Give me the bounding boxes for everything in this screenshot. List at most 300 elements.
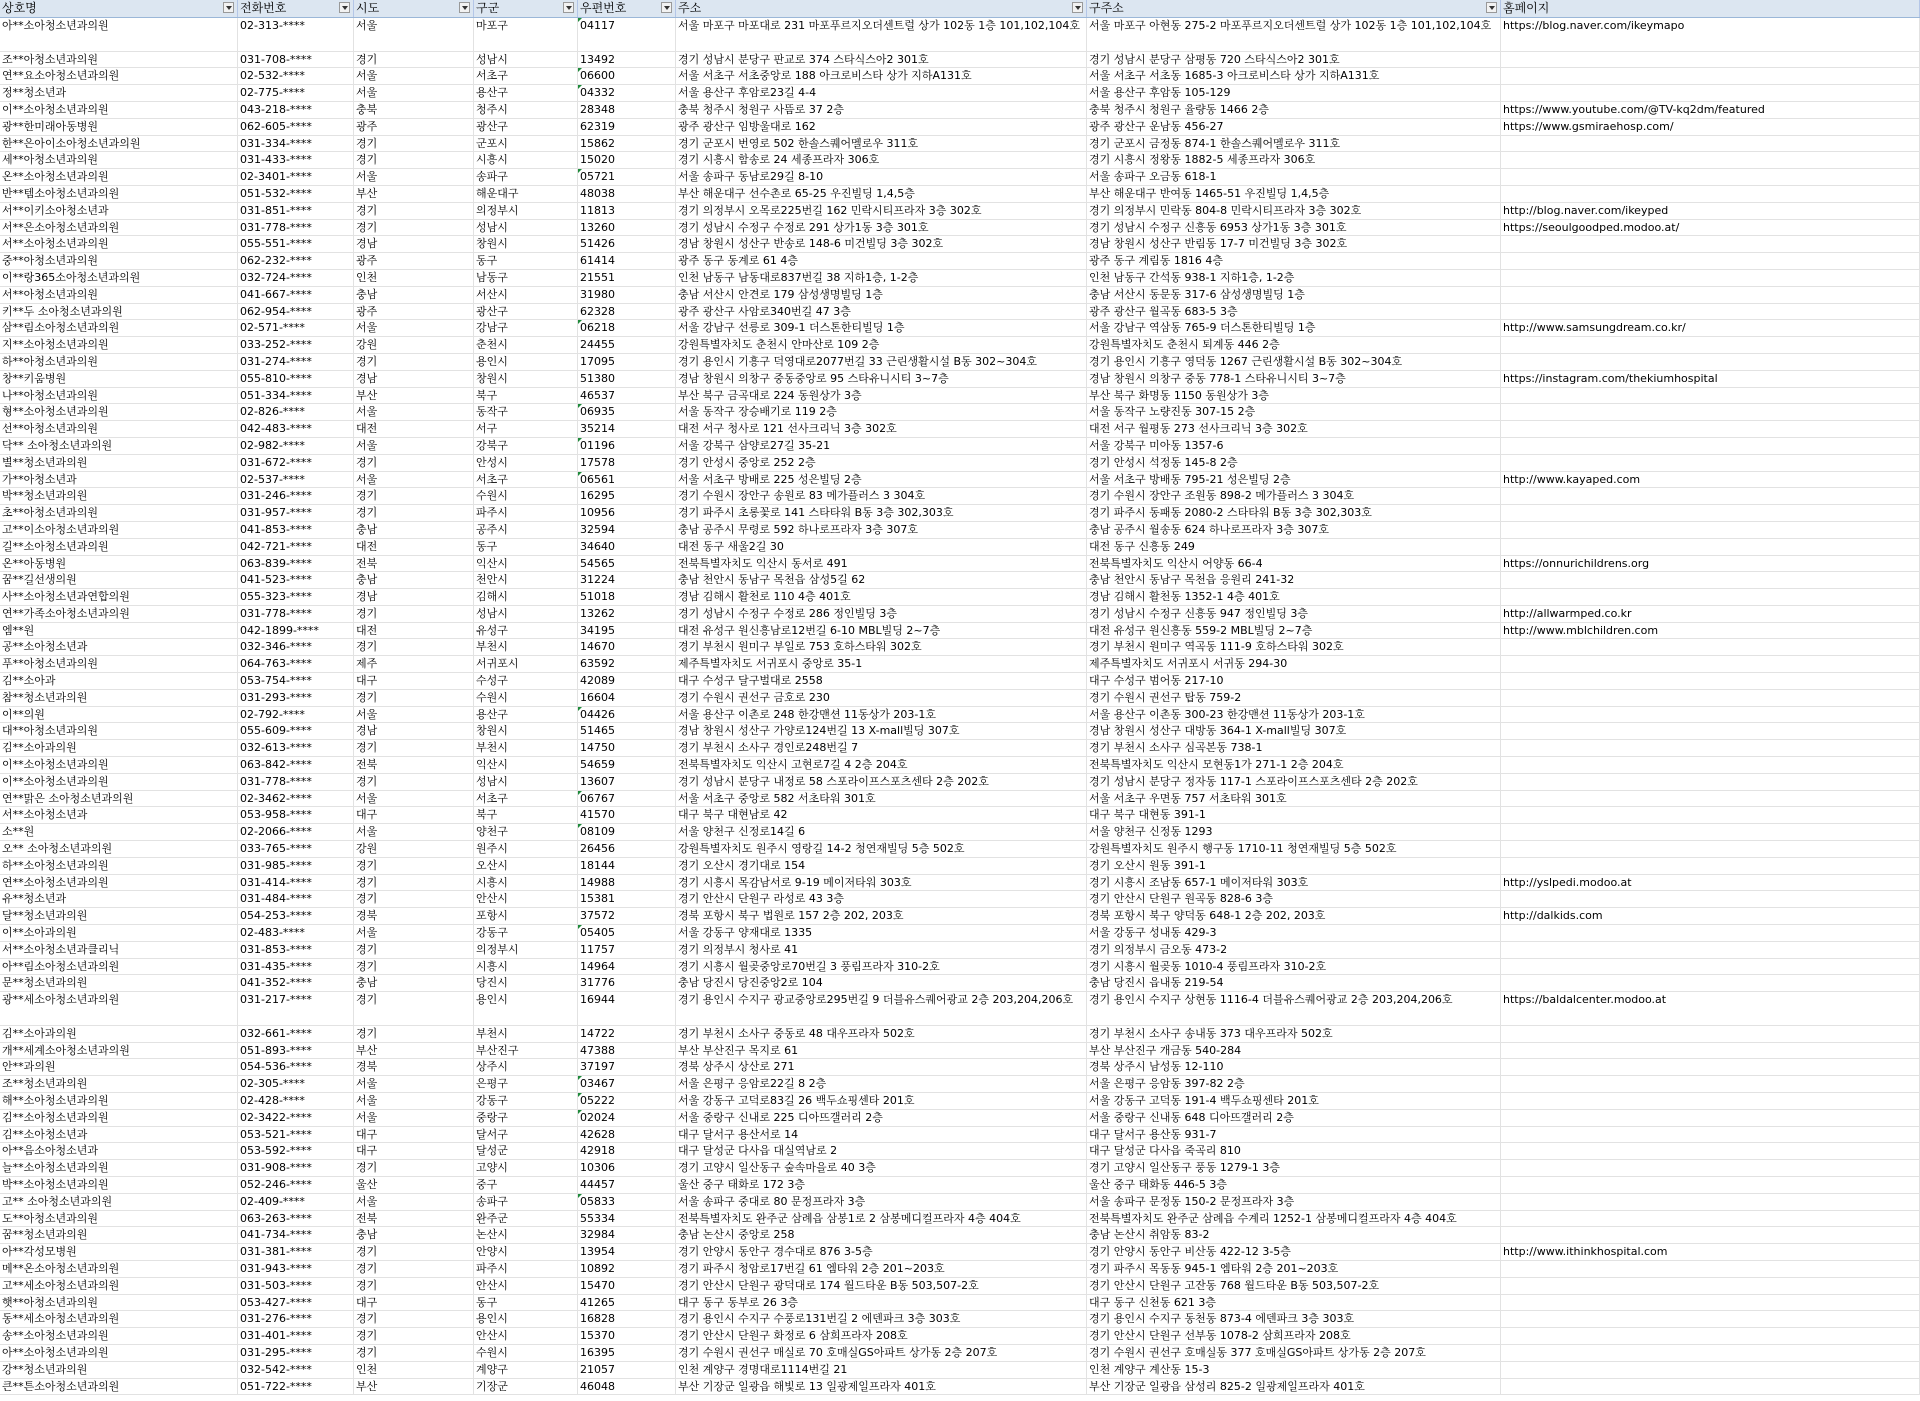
cell-zip[interactable]: 42089 — [578, 673, 676, 690]
cell-phone[interactable]: 02-826-**** — [238, 404, 354, 421]
cell-old-address[interactable]: 강원특별자치도 원주시 행구동 1710-11 청연재빌딩 5층 502호 — [1087, 841, 1501, 858]
cell-name[interactable]: 개**세계소아청소년과의원 — [0, 1043, 238, 1060]
cell-address[interactable]: 경기 안산시 단원구 라성로 43 3층 — [676, 891, 1087, 908]
cell-sido[interactable]: 서울 — [354, 404, 474, 421]
cell-address[interactable]: 대구 동구 동부로 26 3층 — [676, 1295, 1087, 1312]
cell-homepage[interactable]: https://www.gsmiraehosp.com/ — [1501, 119, 1920, 136]
cell-phone[interactable]: 051-722-**** — [238, 1379, 354, 1396]
cell-zip[interactable]: 16828 — [578, 1311, 676, 1328]
cell-phone[interactable]: 031-851-**** — [238, 203, 354, 220]
cell-old-address[interactable]: 대전 서구 월평동 273 선사크리닉 3층 302호 — [1087, 421, 1501, 438]
cell-name[interactable]: 초**아청소년과의원 — [0, 505, 238, 522]
cell-old-address[interactable]: 경기 수원시 장안구 조원동 898-2 메가플러스 3 304호 — [1087, 488, 1501, 505]
cell-gugun[interactable]: 동구 — [474, 253, 578, 270]
cell-phone[interactable]: 055-810-**** — [238, 371, 354, 388]
cell-gugun[interactable]: 동작구 — [474, 404, 578, 421]
cell-phone[interactable]: 033-765-**** — [238, 841, 354, 858]
cell-phone[interactable]: 041-853-**** — [238, 522, 354, 539]
cell-gugun[interactable]: 해운대구 — [474, 186, 578, 203]
cell-name[interactable]: 김**소아과 — [0, 673, 238, 690]
cell-homepage[interactable] — [1501, 673, 1920, 690]
cell-gugun[interactable]: 성남시 — [474, 774, 578, 791]
cell-gugun[interactable]: 안산시 — [474, 1328, 578, 1345]
cell-sido[interactable]: 경기 — [354, 1311, 474, 1328]
cell-homepage[interactable] — [1501, 841, 1920, 858]
cell-address[interactable]: 전북특별자치도 익산시 고현로7길 4 2층 204호 — [676, 757, 1087, 774]
cell-address[interactable]: 경기 파주시 초롱꽃로 141 스타타워 B동 3층 302,303호 — [676, 505, 1087, 522]
cell-name[interactable]: 서**은소아청소년과의원 — [0, 220, 238, 237]
cell-sido[interactable]: 서울 — [354, 68, 474, 85]
cell-homepage[interactable] — [1501, 404, 1920, 421]
cell-homepage[interactable]: http://www.mblchildren.com — [1501, 623, 1920, 640]
cell-phone[interactable]: 031-414-**** — [238, 875, 354, 892]
cell-old-address[interactable]: 서울 은평구 응암동 397-82 2층 — [1087, 1076, 1501, 1093]
cell-zip[interactable]: 10892 — [578, 1261, 676, 1278]
filter-dropdown-icon[interactable] — [563, 2, 574, 13]
cell-zip[interactable]: 16395 — [578, 1345, 676, 1362]
cell-sido[interactable]: 충남 — [354, 522, 474, 539]
cell-old-address[interactable]: 부산 해운대구 반여동 1465-51 우진빌딩 1,4,5층 — [1087, 186, 1501, 203]
cell-zip[interactable]: 17578 — [578, 455, 676, 472]
cell-homepage[interactable] — [1501, 1160, 1920, 1177]
cell-sido[interactable]: 대구 — [354, 1127, 474, 1144]
cell-name[interactable]: 가**아청소년과 — [0, 472, 238, 489]
cell-old-address[interactable]: 경기 고양시 일산동구 풍동 1279-1 3층 — [1087, 1160, 1501, 1177]
cell-address[interactable]: 서울 동작구 장승배기로 119 2층 — [676, 404, 1087, 421]
cell-name[interactable]: 사**소아청소년과연합의원 — [0, 589, 238, 606]
cell-gugun[interactable]: 서귀포시 — [474, 656, 578, 673]
cell-homepage[interactable] — [1501, 1345, 1920, 1362]
cell-zip[interactable]: 42628 — [578, 1127, 676, 1144]
cell-address[interactable]: 제주특별자치도 서귀포시 중앙로 35-1 — [676, 656, 1087, 673]
cell-old-address[interactable]: 서울 강동구 고덕동 191-4 백두쇼핑센타 201호 — [1087, 1093, 1501, 1110]
cell-sido[interactable]: 대전 — [354, 539, 474, 556]
cell-name[interactable]: 꿈**길선생의원 — [0, 572, 238, 589]
cell-zip[interactable]: 08109 — [578, 824, 676, 841]
cell-name[interactable]: 서**아청소년과의원 — [0, 287, 238, 304]
cell-old-address[interactable]: 광주 광산구 운남동 456-27 — [1087, 119, 1501, 136]
cell-phone[interactable]: 054-253-**** — [238, 908, 354, 925]
cell-old-address[interactable]: 경기 안성시 석정동 145-8 2층 — [1087, 455, 1501, 472]
cell-address[interactable]: 충남 천안시 동남구 목천읍 삼성5길 62 — [676, 572, 1087, 589]
cell-old-address[interactable]: 광주 광산구 월곡동 683-5 3층 — [1087, 304, 1501, 321]
cell-sido[interactable]: 광주 — [354, 304, 474, 321]
header-homepage[interactable] — [1501, 0, 1920, 17]
cell-address[interactable]: 경기 수원시 권선구 매실로 70 호매실GS아파트 상가동 2층 207호 — [676, 1345, 1087, 1362]
cell-zip[interactable]: 13492 — [578, 52, 676, 69]
cell-zip[interactable]: 03467 — [578, 1076, 676, 1093]
cell-old-address[interactable]: 경기 안산시 단원구 선부동 1078-2 삼희프라자 208호 — [1087, 1328, 1501, 1345]
cell-address[interactable]: 경기 부천시 소사구 중동로 48 대우프라자 502호 — [676, 1026, 1087, 1043]
cell-sido[interactable]: 경남 — [354, 236, 474, 253]
cell-gugun[interactable]: 달성군 — [474, 1143, 578, 1160]
cell-sido[interactable]: 대구 — [354, 673, 474, 690]
cell-old-address[interactable]: 서울 강북구 미아동 1357-6 — [1087, 438, 1501, 455]
cell-sido[interactable]: 경기 — [354, 455, 474, 472]
cell-phone[interactable]: 031-246-**** — [238, 488, 354, 505]
cell-gugun[interactable]: 남동구 — [474, 270, 578, 287]
cell-homepage[interactable] — [1501, 337, 1920, 354]
cell-name[interactable]: 메**온소아청소년과의원 — [0, 1261, 238, 1278]
cell-name[interactable]: 박**소아청소년과의원 — [0, 1177, 238, 1194]
cell-gugun[interactable]: 서초구 — [474, 68, 578, 85]
cell-phone[interactable]: 02-2066-**** — [238, 824, 354, 841]
cell-address[interactable]: 강원특별자치도 춘천시 안마산로 109 2층 — [676, 337, 1087, 354]
cell-name[interactable]: 형**소아청소년과의원 — [0, 404, 238, 421]
cell-address[interactable]: 경기 안성시 중앙로 252 2층 — [676, 455, 1087, 472]
cell-old-address[interactable]: 전북특별자치도 익산시 모현동1가 271-1 2층 204호 — [1087, 757, 1501, 774]
cell-gugun[interactable]: 안양시 — [474, 1244, 578, 1261]
cell-phone[interactable]: 031-908-**** — [238, 1160, 354, 1177]
cell-zip[interactable]: 51380 — [578, 371, 676, 388]
cell-address[interactable]: 대구 달서구 용산서로 14 — [676, 1127, 1087, 1144]
cell-homepage[interactable] — [1501, 807, 1920, 824]
cell-homepage[interactable] — [1501, 1328, 1920, 1345]
cell-old-address[interactable]: 제주특별자치도 서귀포시 서귀동 294-30 — [1087, 656, 1501, 673]
cell-zip[interactable]: 14670 — [578, 639, 676, 656]
cell-address[interactable]: 서울 송파구 중대로 80 문정프라자 3층 — [676, 1194, 1087, 1211]
cell-old-address[interactable]: 서울 강남구 역삼동 765-9 더스톤한티빌딩 1층 — [1087, 320, 1501, 337]
cell-gugun[interactable]: 안성시 — [474, 455, 578, 472]
cell-old-address[interactable]: 서울 강동구 성내동 429-3 — [1087, 925, 1501, 942]
cell-old-address[interactable]: 충북 청주시 청원구 율량동 1466 2층 — [1087, 102, 1501, 119]
cell-phone[interactable]: 02-305-**** — [238, 1076, 354, 1093]
cell-zip[interactable]: 62319 — [578, 119, 676, 136]
cell-address[interactable]: 강원특별자치도 원주시 영랑길 14-2 청연재빌딩 5층 502호 — [676, 841, 1087, 858]
cell-name[interactable]: 엠**원 — [0, 623, 238, 640]
cell-sido[interactable]: 경기 — [354, 858, 474, 875]
cell-homepage[interactable]: http://www.samsungdream.co.kr/ — [1501, 320, 1920, 337]
cell-homepage[interactable] — [1501, 774, 1920, 791]
cell-phone[interactable]: 02-3422-**** — [238, 1110, 354, 1127]
cell-zip[interactable]: 51465 — [578, 723, 676, 740]
cell-old-address[interactable]: 대구 북구 대현동 391-1 — [1087, 807, 1501, 824]
cell-phone[interactable]: 052-246-**** — [238, 1177, 354, 1194]
cell-zip[interactable]: 32594 — [578, 522, 676, 539]
cell-old-address[interactable]: 인천 계양구 계산동 15-3 — [1087, 1362, 1501, 1379]
cell-zip[interactable]: 17095 — [578, 354, 676, 371]
cell-old-address[interactable]: 서울 송파구 문정동 150-2 문정프라자 3층 — [1087, 1194, 1501, 1211]
cell-sido[interactable]: 강원 — [354, 841, 474, 858]
cell-homepage[interactable] — [1501, 639, 1920, 656]
cell-sido[interactable]: 울산 — [354, 1177, 474, 1194]
cell-zip[interactable]: 05833 — [578, 1194, 676, 1211]
cell-name[interactable]: 이**소아청소년과의원 — [0, 757, 238, 774]
cell-phone[interactable]: 063-842-**** — [238, 757, 354, 774]
cell-address[interactable]: 경남 창원시 의창구 중동중앙로 95 스타유니시티 3~7층 — [676, 371, 1087, 388]
cell-old-address[interactable]: 경기 시흥시 월곶동 1010-4 풍림프라자 310-2호 — [1087, 959, 1501, 976]
cell-homepage[interactable] — [1501, 1211, 1920, 1228]
cell-gugun[interactable]: 은평구 — [474, 1076, 578, 1093]
cell-zip[interactable]: 16604 — [578, 690, 676, 707]
cell-old-address[interactable]: 경기 성남시 분당구 정자동 117-1 스포라이프스포츠센타 2층 202호 — [1087, 774, 1501, 791]
cell-homepage[interactable] — [1501, 1093, 1920, 1110]
cell-phone[interactable]: 031-943-**** — [238, 1261, 354, 1278]
cell-homepage[interactable] — [1501, 891, 1920, 908]
cell-address[interactable]: 경북 포항시 북구 법원로 157 2층 202, 203호 — [676, 908, 1087, 925]
cell-gugun[interactable]: 강남구 — [474, 320, 578, 337]
cell-sido[interactable]: 경기 — [354, 220, 474, 237]
cell-gugun[interactable]: 오산시 — [474, 858, 578, 875]
cell-zip[interactable]: 31980 — [578, 287, 676, 304]
cell-homepage[interactable] — [1501, 1076, 1920, 1093]
cell-old-address[interactable]: 경북 상주시 남성동 12-110 — [1087, 1059, 1501, 1076]
cell-sido[interactable]: 경기 — [354, 136, 474, 153]
cell-gugun[interactable]: 송파구 — [474, 1194, 578, 1211]
cell-address[interactable]: 서울 서초구 중앙로 582 서초타워 301호 — [676, 791, 1087, 808]
cell-phone[interactable]: 031-778-**** — [238, 606, 354, 623]
cell-gugun[interactable]: 성남시 — [474, 52, 578, 69]
cell-phone[interactable]: 02-409-**** — [238, 1194, 354, 1211]
cell-name[interactable]: 중**아청소년과의원 — [0, 253, 238, 270]
cell-address[interactable]: 충남 당진시 당진중앙2로 104 — [676, 975, 1087, 992]
cell-name[interactable]: 늘**소아청소년과의원 — [0, 1160, 238, 1177]
cell-name[interactable]: 참**청소년과의원 — [0, 690, 238, 707]
cell-phone[interactable]: 031-957-**** — [238, 505, 354, 522]
cell-name[interactable]: 이**소아청소년과의원 — [0, 102, 238, 119]
cell-gugun[interactable]: 수성구 — [474, 673, 578, 690]
cell-homepage[interactable]: http://www.kayaped.com — [1501, 472, 1920, 489]
cell-homepage[interactable] — [1501, 975, 1920, 992]
cell-old-address[interactable]: 충남 공주시 월송동 624 하나로프라자 3층 307호 — [1087, 522, 1501, 539]
cell-name[interactable]: 정**청소년과 — [0, 85, 238, 102]
cell-gugun[interactable]: 성남시 — [474, 606, 578, 623]
cell-phone[interactable]: 02-483-**** — [238, 925, 354, 942]
cell-zip[interactable]: 05721 — [578, 169, 676, 186]
cell-zip[interactable]: 06935 — [578, 404, 676, 421]
cell-phone[interactable]: 031-295-**** — [238, 1345, 354, 1362]
cell-old-address[interactable]: 대구 달성군 다사읍 죽곡리 810 — [1087, 1143, 1501, 1160]
cell-zip[interactable]: 13954 — [578, 1244, 676, 1261]
cell-gugun[interactable]: 의정부시 — [474, 203, 578, 220]
cell-address[interactable]: 전북특별자치도 완주군 삼례읍 삼봉1로 2 삼봉메디컬프라자 4층 404호 — [676, 1211, 1087, 1228]
cell-zip[interactable]: 14988 — [578, 875, 676, 892]
cell-sido[interactable]: 부산 — [354, 1043, 474, 1060]
cell-phone[interactable]: 053-592-**** — [238, 1143, 354, 1160]
cell-homepage[interactable] — [1501, 287, 1920, 304]
cell-phone[interactable]: 031-672-**** — [238, 455, 354, 472]
cell-sido[interactable]: 서울 — [354, 1076, 474, 1093]
cell-name[interactable]: 키**두 소아청소년과의원 — [0, 304, 238, 321]
cell-gugun[interactable]: 서초구 — [474, 472, 578, 489]
cell-address[interactable]: 광주 광산구 사암로340번길 47 3층 — [676, 304, 1087, 321]
cell-zip[interactable]: 02024 — [578, 1110, 676, 1127]
cell-homepage[interactable] — [1501, 572, 1920, 589]
cell-name[interactable]: 조**아청소년과의원 — [0, 52, 238, 69]
cell-sido[interactable]: 광주 — [354, 253, 474, 270]
cell-phone[interactable]: 055-551-**** — [238, 236, 354, 253]
cell-zip[interactable]: 06218 — [578, 320, 676, 337]
cell-address[interactable]: 경기 용인시 수지구 수풍로131번길 2 에덴파크 3층 303호 — [676, 1311, 1087, 1328]
cell-phone[interactable]: 031-778-**** — [238, 220, 354, 237]
cell-name[interactable]: 큰**튼소아청소년과의원 — [0, 1379, 238, 1396]
cell-zip[interactable]: 16944 — [578, 992, 676, 1026]
cell-phone[interactable]: 031-708-**** — [238, 52, 354, 69]
cell-old-address[interactable]: 충남 천안시 동남구 목천읍 응원리 241-32 — [1087, 572, 1501, 589]
cell-name[interactable]: 한**은아이소아청소년과의원 — [0, 136, 238, 153]
cell-zip[interactable]: 32984 — [578, 1227, 676, 1244]
cell-address[interactable]: 경기 안양시 동안구 경수대로 876 3-5층 — [676, 1244, 1087, 1261]
cell-name[interactable]: 서**소아청소년과클리닉 — [0, 942, 238, 959]
cell-homepage[interactable] — [1501, 740, 1920, 757]
cell-phone[interactable]: 041-734-**** — [238, 1227, 354, 1244]
cell-homepage[interactable] — [1501, 707, 1920, 724]
cell-sido[interactable]: 인천 — [354, 1362, 474, 1379]
cell-name[interactable]: 유**청소년과 — [0, 891, 238, 908]
cell-old-address[interactable]: 경기 의정부시 민락동 804-8 민락시티프라자 3층 302호 — [1087, 203, 1501, 220]
cell-homepage[interactable] — [1501, 1143, 1920, 1160]
cell-homepage[interactable] — [1501, 1026, 1920, 1043]
cell-sido[interactable]: 경기 — [354, 1328, 474, 1345]
cell-sido[interactable]: 서울 — [354, 1093, 474, 1110]
cell-zip[interactable]: 16295 — [578, 488, 676, 505]
cell-name[interactable]: 김**소아청소년과 — [0, 1127, 238, 1144]
cell-address[interactable]: 광주 동구 동계로 61 4층 — [676, 253, 1087, 270]
cell-name[interactable]: 고**이소아청소년과의원 — [0, 522, 238, 539]
cell-phone[interactable]: 051-893-**** — [238, 1043, 354, 1060]
cell-address[interactable]: 서울 마포구 마포대로 231 마포푸르지오더센트럴 상가 102동 1층 101,102,104호 — [676, 18, 1087, 52]
cell-gugun[interactable]: 김해시 — [474, 589, 578, 606]
cell-name[interactable]: 고** 소아청소년과의원 — [0, 1194, 238, 1211]
cell-zip[interactable]: 04332 — [578, 85, 676, 102]
cell-homepage[interactable] — [1501, 152, 1920, 169]
cell-old-address[interactable]: 경남 창원시 성산구 대방동 364-1 X-mall빌딩 307호 — [1087, 723, 1501, 740]
cell-zip[interactable]: 04426 — [578, 707, 676, 724]
cell-name[interactable]: 고**세소아청소년과의원 — [0, 1278, 238, 1295]
cell-phone[interactable]: 062-605-**** — [238, 119, 354, 136]
cell-old-address[interactable]: 서울 양천구 신정동 1293 — [1087, 824, 1501, 841]
cell-zip[interactable]: 47388 — [578, 1043, 676, 1060]
cell-phone[interactable]: 053-958-**** — [238, 807, 354, 824]
cell-gugun[interactable]: 파주시 — [474, 1261, 578, 1278]
cell-zip[interactable]: 13607 — [578, 774, 676, 791]
cell-sido[interactable]: 경기 — [354, 875, 474, 892]
cell-sido[interactable]: 충남 — [354, 975, 474, 992]
cell-sido[interactable]: 경기 — [354, 1261, 474, 1278]
cell-homepage[interactable] — [1501, 438, 1920, 455]
cell-address[interactable]: 부산 부산진구 목지로 61 — [676, 1043, 1087, 1060]
cell-name[interactable]: 조**청소년과의원 — [0, 1076, 238, 1093]
cell-old-address[interactable]: 대전 유성구 원신흥동 559-2 MBL빌딩 2~7층 — [1087, 623, 1501, 640]
cell-address[interactable]: 경기 시흥시 함송로 24 세종프라자 306호 — [676, 152, 1087, 169]
cell-phone[interactable]: 032-613-**** — [238, 740, 354, 757]
cell-sido[interactable]: 서울 — [354, 1194, 474, 1211]
cell-gugun[interactable]: 서구 — [474, 421, 578, 438]
cell-gugun[interactable]: 의정부시 — [474, 942, 578, 959]
cell-address[interactable]: 서울 중랑구 신내로 225 디아뜨갤러리 2층 — [676, 1110, 1087, 1127]
cell-old-address[interactable]: 서울 용산구 후암동 105-129 — [1087, 85, 1501, 102]
cell-sido[interactable]: 경기 — [354, 690, 474, 707]
cell-sido[interactable]: 서울 — [354, 438, 474, 455]
cell-gugun[interactable]: 용산구 — [474, 707, 578, 724]
cell-zip[interactable]: 15862 — [578, 136, 676, 153]
cell-sido[interactable]: 강원 — [354, 337, 474, 354]
cell-homepage[interactable] — [1501, 236, 1920, 253]
cell-zip[interactable]: 41265 — [578, 1295, 676, 1312]
cell-gugun[interactable]: 북구 — [474, 807, 578, 824]
cell-address[interactable]: 부산 북구 금곡대로 224 동원상가 3층 — [676, 388, 1087, 405]
cell-homepage[interactable] — [1501, 1177, 1920, 1194]
cell-name[interactable]: 온**아동병원 — [0, 556, 238, 573]
cell-name[interactable]: 아**소아청소년과의원 — [0, 18, 238, 52]
cell-sido[interactable]: 경기 — [354, 52, 474, 69]
filter-dropdown-icon[interactable] — [661, 2, 672, 13]
cell-phone[interactable]: 02-982-**** — [238, 438, 354, 455]
cell-gugun[interactable]: 광산구 — [474, 119, 578, 136]
cell-homepage[interactable]: https://www.youtube.com/@TV-kq2dm/featured — [1501, 102, 1920, 119]
cell-phone[interactable]: 02-3462-**** — [238, 791, 354, 808]
cell-sido[interactable]: 경기 — [354, 1026, 474, 1043]
cell-address[interactable]: 대구 수성구 달구벌대로 2558 — [676, 673, 1087, 690]
cell-phone[interactable]: 033-252-**** — [238, 337, 354, 354]
cell-old-address[interactable]: 경기 부천시 원미구 역곡동 111-9 호하스타워 302호 — [1087, 639, 1501, 656]
cell-gugun[interactable]: 상주시 — [474, 1059, 578, 1076]
cell-zip[interactable]: 11813 — [578, 203, 676, 220]
cell-old-address[interactable]: 경기 용인시 수지구 동천동 873-4 에덴파크 3층 303호 — [1087, 1311, 1501, 1328]
cell-zip[interactable]: 15470 — [578, 1278, 676, 1295]
cell-phone[interactable]: 041-352-**** — [238, 975, 354, 992]
cell-homepage[interactable] — [1501, 1379, 1920, 1396]
cell-name[interactable]: 세**아청소년과의원 — [0, 152, 238, 169]
cell-old-address[interactable]: 경기 부천시 소사구 심곡본동 738-1 — [1087, 740, 1501, 757]
cell-zip[interactable]: 34195 — [578, 623, 676, 640]
cell-sido[interactable]: 경기 — [354, 1244, 474, 1261]
cell-gugun[interactable]: 계양구 — [474, 1362, 578, 1379]
cell-phone[interactable]: 031-435-**** — [238, 959, 354, 976]
cell-zip[interactable]: 10956 — [578, 505, 676, 522]
cell-gugun[interactable]: 고양시 — [474, 1160, 578, 1177]
cell-name[interactable]: 오** 소아청소년과의원 — [0, 841, 238, 858]
cell-old-address[interactable]: 부산 기장군 일광읍 삼성리 825-2 일광제일프라자 401호 — [1087, 1379, 1501, 1396]
cell-name[interactable]: 문**청소년과의원 — [0, 975, 238, 992]
header-zip[interactable] — [578, 0, 676, 17]
cell-homepage[interactable] — [1501, 1261, 1920, 1278]
cell-name[interactable]: 별**청소년과의원 — [0, 455, 238, 472]
cell-gugun[interactable]: 부천시 — [474, 1026, 578, 1043]
cell-homepage[interactable] — [1501, 522, 1920, 539]
cell-gugun[interactable]: 부천시 — [474, 740, 578, 757]
cell-zip[interactable]: 48038 — [578, 186, 676, 203]
cell-gugun[interactable]: 강동구 — [474, 925, 578, 942]
cell-name[interactable]: 이**의원 — [0, 707, 238, 724]
cell-gugun[interactable]: 수원시 — [474, 690, 578, 707]
cell-name[interactable]: 김**소아과의원 — [0, 1026, 238, 1043]
filter-dropdown-icon[interactable] — [1072, 2, 1083, 13]
cell-sido[interactable]: 대구 — [354, 807, 474, 824]
cell-old-address[interactable]: 경기 안양시 동안구 비산동 422-12 3-5층 — [1087, 1244, 1501, 1261]
cell-phone[interactable]: 055-323-**** — [238, 589, 354, 606]
cell-zip[interactable]: 26456 — [578, 841, 676, 858]
cell-name[interactable]: 나**아청소년과의원 — [0, 388, 238, 405]
cell-phone[interactable]: 031-853-**** — [238, 942, 354, 959]
cell-phone[interactable]: 02-3401-**** — [238, 169, 354, 186]
cell-gugun[interactable]: 시흥시 — [474, 875, 578, 892]
cell-sido[interactable]: 경기 — [354, 740, 474, 757]
cell-gugun[interactable]: 시흥시 — [474, 959, 578, 976]
cell-homepage[interactable] — [1501, 169, 1920, 186]
cell-zip[interactable]: 54565 — [578, 556, 676, 573]
cell-homepage[interactable] — [1501, 270, 1920, 287]
cell-name[interactable]: 연**소아청소년과의원 — [0, 875, 238, 892]
cell-address[interactable]: 경기 성남시 분당구 판교로 374 스타식스아2 301호 — [676, 52, 1087, 69]
cell-name[interactable]: 지**소아청소년과의원 — [0, 337, 238, 354]
cell-homepage[interactable] — [1501, 52, 1920, 69]
cell-old-address[interactable]: 경남 창원시 성산구 반림동 17-7 미건빌딩 3층 302호 — [1087, 236, 1501, 253]
cell-homepage[interactable] — [1501, 959, 1920, 976]
cell-address[interactable]: 부산 해운대구 선수촌로 65-25 우진빌딩 1,4,5층 — [676, 186, 1087, 203]
cell-homepage[interactable] — [1501, 455, 1920, 472]
cell-old-address[interactable]: 경기 안산시 단원구 원곡동 828-6 3층 — [1087, 891, 1501, 908]
